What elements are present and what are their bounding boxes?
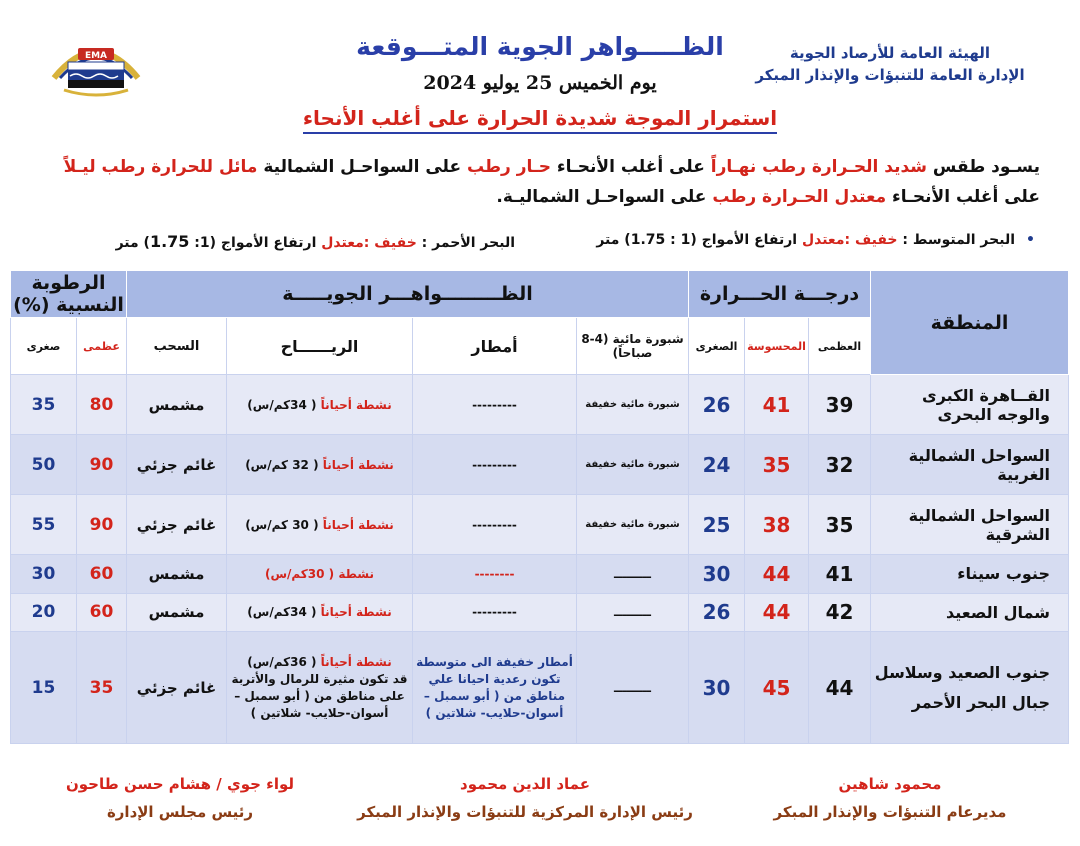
- humidity-min: 30: [11, 555, 77, 593]
- org-department: الإدارة العامة للتنبؤات والإنذار المبكر: [755, 66, 1025, 84]
- summary-text: يسـود طقس: [932, 157, 1040, 177]
- wind-line: [227, 654, 412, 671]
- signature-chairman: [30, 770, 330, 826]
- fog-value: شبورة مائية خفيفة: [577, 435, 689, 495]
- region-name: جنوب سيناء: [871, 555, 1069, 593]
- table-row: [11, 375, 1069, 435]
- signatory-title: رئيس الإدارة المركزية للتنبؤات والإنذار المبكر: [357, 803, 693, 821]
- header-max: العظمى: [809, 318, 871, 375]
- summary-text-red: شديد الحـرارة رطب نهـاراً: [710, 157, 927, 177]
- temp-min: 30: [689, 632, 745, 744]
- rain-value: ---------: [413, 495, 577, 555]
- table-row: [11, 555, 1069, 593]
- wind-activity: نشطة: [338, 566, 375, 581]
- headline-text: استمرار الموجة شديدة الحرارة على أغلب الأنحاء: [303, 106, 777, 134]
- temp-max: 44: [809, 632, 871, 744]
- temp-min: 24: [689, 435, 745, 495]
- header-min: الصغرى: [689, 318, 745, 375]
- wave-height-value: 1.75: [149, 232, 190, 251]
- temp-min: 26: [689, 593, 745, 631]
- temp-feels: 45: [745, 632, 809, 744]
- region-name-line: جبال البحر الأحمر: [911, 692, 1050, 712]
- temp-min: 26: [689, 375, 745, 435]
- summary-text: على أغلب الأنحـاء: [892, 187, 1040, 207]
- clouds-value: مشمس: [127, 555, 227, 593]
- forecast-date: يوم الخميس 25 يوليو 2024: [423, 72, 657, 94]
- signatory-title: مديرعام التنبؤات والإنذار المبكر: [773, 803, 1007, 821]
- wind-value: [227, 435, 413, 495]
- humidity-min: 55: [11, 495, 77, 555]
- wind-value: [227, 632, 413, 744]
- wind-activity: نشطة أحياناً: [320, 605, 392, 620]
- red-sea: [116, 232, 515, 251]
- fog-value: شبورة مائية خفيفة: [577, 375, 689, 435]
- fog-value: ـــــــــ: [577, 632, 689, 744]
- header-clouds: السحب: [127, 318, 227, 375]
- region-name: السواحل الشمالية الغربية: [871, 435, 1069, 495]
- sea-state: [40, 232, 1035, 256]
- rain-line: أسوان-حلايب- شلاتين ): [425, 705, 564, 720]
- wind-line: أسوان-حلايب- شلاتين ): [250, 705, 389, 720]
- wind-activity: نشطة أحياناً: [320, 654, 392, 669]
- summary-text-red: حـار رطب: [467, 157, 551, 177]
- org-name: الهيئة العامة للأرصاد الجوية: [789, 44, 991, 62]
- ema-logo: [48, 34, 144, 102]
- summary-text: على أغلب الأنحـاء: [556, 157, 705, 177]
- wind-speed: ( 34كم/س): [247, 397, 317, 412]
- humidity-max: 80: [77, 375, 127, 435]
- humidity-max: 90: [77, 435, 127, 495]
- signatory-title: رئيس مجلس الإدارة: [106, 803, 254, 821]
- clouds-value: مشمس: [127, 375, 227, 435]
- temp-max: 32: [809, 435, 871, 495]
- wind-speed: ( 30كم/س): [264, 566, 335, 581]
- rain-value: ---------: [413, 593, 577, 631]
- temp-max: 42: [809, 593, 871, 631]
- humidity-max: 90: [77, 495, 127, 555]
- fog-value: شبورة مائية خفيفة: [577, 495, 689, 555]
- table-row: [11, 632, 1069, 744]
- humidity-max: 35: [77, 632, 127, 744]
- summary-text: على السواحـل الشمالية: [263, 157, 462, 177]
- rain-value: ---------: [413, 375, 577, 435]
- signatory-name: لواء جوي / هشام حسن طاحون: [65, 775, 295, 793]
- table-row: [11, 593, 1069, 631]
- temp-feels: 44: [745, 555, 809, 593]
- temp-feels: 41: [745, 375, 809, 435]
- organization-header: [740, 42, 1040, 86]
- header-phenomena: الظـــــــــواهـــر الجويـــــة: [127, 271, 689, 318]
- region-name: السواحل الشمالية الشرقية: [871, 495, 1069, 555]
- region-name: شمال الصعيد: [871, 593, 1069, 631]
- wind-speed: ( 36كم/س): [247, 654, 317, 669]
- rain-line: تكون رعدية احيانا علي: [428, 671, 561, 686]
- signatory-name: عماد الدين محمود: [460, 775, 590, 793]
- summary-text-red: مائل للحرارة رطب ليـلاً: [63, 157, 258, 177]
- temp-min: 30: [689, 555, 745, 593]
- clouds-value: غائم جزئي: [127, 632, 227, 744]
- region-name: [871, 632, 1069, 744]
- temp-max: 41: [809, 555, 871, 593]
- wind-speed: ( 34كم/س): [247, 605, 317, 620]
- rain-value: --------: [413, 555, 577, 593]
- temp-max: 39: [809, 375, 871, 435]
- temp-feels: 38: [745, 495, 809, 555]
- wind-value: [227, 495, 413, 555]
- summary-text: على السواحـل الشماليـة.: [496, 187, 707, 207]
- header-fog: شبورة مائية (4-8 صباحاً): [577, 318, 689, 375]
- wave-height-unit: ) متر: [115, 235, 150, 251]
- humidity-min: 20: [11, 593, 77, 631]
- fog-value: ـــــــــ: [577, 555, 689, 593]
- sea-label: البحر الأحمر :: [421, 235, 515, 251]
- clouds-value: غائم جزئي: [127, 495, 227, 555]
- temp-feels: 35: [745, 435, 809, 495]
- clouds-value: مشمس: [127, 593, 227, 631]
- wave-height: ارتفاع الأمواج (1:: [194, 235, 317, 251]
- temp-max: 35: [809, 495, 871, 555]
- header-rain: أمطار: [413, 318, 577, 375]
- wind-activity: نشطة أحياناً: [320, 397, 392, 412]
- temp-feels: 44: [745, 593, 809, 631]
- region-name-line: جنوب الصعيد وسلاسل: [874, 662, 1050, 682]
- summary-text-red: معتدل الحـرارة رطب: [712, 187, 887, 207]
- humidity-min: 35: [11, 375, 77, 435]
- humidity-max: 60: [77, 555, 127, 593]
- humidity-min: 50: [11, 435, 77, 495]
- humidity-max: 60: [77, 593, 127, 631]
- table-row: [11, 435, 1069, 495]
- forecast-table: [10, 270, 1069, 744]
- header-wind: الريــــــاح: [227, 318, 413, 375]
- table-row: [11, 495, 1069, 555]
- sea-state-value: خفيف :معتدل: [801, 232, 898, 248]
- region-name: القــاهرة الكبرى والوجه البحرى: [871, 375, 1069, 435]
- sea-state-value: خفيف :معتدل: [321, 235, 417, 251]
- mediterranean-sea: [596, 232, 1015, 248]
- header-temperature: درجـــة الحـــرارة: [689, 271, 871, 318]
- wind-line: قد تكون مثيرة للرمال والأتربة: [231, 671, 408, 686]
- signature-central: [340, 770, 710, 826]
- header-feels: المحسوسة: [745, 318, 809, 375]
- wind-activity: نشطة أحياناً: [322, 457, 394, 472]
- signature-director: [740, 770, 1040, 826]
- humidity-min: 15: [11, 632, 77, 744]
- header-region: المنطقة: [871, 271, 1069, 375]
- clouds-value: غائم جزئي: [127, 435, 227, 495]
- headline-alert: [300, 106, 780, 130]
- temp-min: 25: [689, 495, 745, 555]
- wind-value: [227, 593, 413, 631]
- rain-value: [413, 632, 577, 744]
- wave-height: ارتفاع الأمواج (1 : 1.75) متر: [596, 232, 798, 248]
- wind-value: [227, 555, 413, 593]
- rain-line: أمطار خفيفة الى متوسطة: [416, 654, 573, 669]
- header-humidity-max: عظمى: [77, 318, 127, 375]
- svg-text:EMA: EMA: [84, 51, 108, 61]
- signatory-name: محمود شاهين: [838, 775, 942, 793]
- weather-summary: [40, 152, 1040, 212]
- header-humidity-min: صغرى: [11, 318, 77, 375]
- rain-line: مناطق من ( أبو سمبل –: [423, 688, 566, 703]
- wind-line: على مناطق من ( أبو سمبل –: [234, 688, 405, 703]
- wind-value: [227, 375, 413, 435]
- wind-activity: نشطة أحياناً: [322, 517, 394, 532]
- bullet-icon: •: [1026, 232, 1035, 248]
- header-humidity: الرطوبة النسبية (%): [11, 271, 127, 318]
- sea-label: البحر المتوسط :: [902, 232, 1015, 248]
- fog-value: ـــــــــ: [577, 593, 689, 631]
- wind-speed: ( 32 كم/س): [245, 457, 319, 472]
- page-title: الظـــــواهر الجوية المتـــوقعة: [356, 32, 724, 61]
- wind-speed: ( 30 كم/س): [245, 517, 319, 532]
- rain-value: ---------: [413, 435, 577, 495]
